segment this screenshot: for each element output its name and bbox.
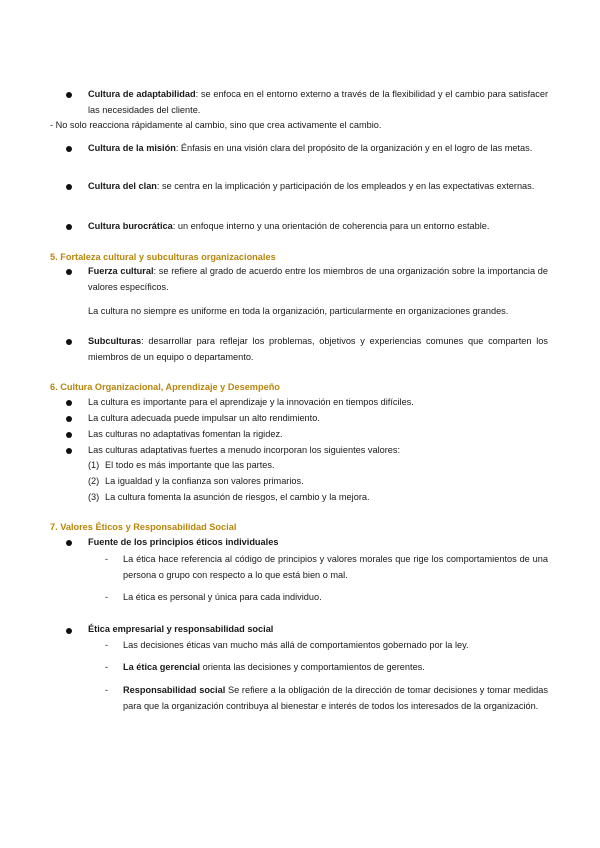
etica-heading: Ética empresarial y responsabilidad social — [88, 624, 274, 634]
item-label: Cultura de la misión — [88, 143, 176, 153]
bullet-icon — [66, 416, 72, 422]
dash-marker: - — [105, 685, 109, 695]
list-item: La cultura adecuada puede impulsar un alto rendimiento. — [88, 413, 320, 423]
item-label: Cultura burocrática — [88, 221, 173, 231]
bullet-icon — [66, 628, 72, 634]
section-7-heading: 7. Valores Éticos y Responsabilidad Social — [50, 522, 237, 532]
item-text: Se refiere a la obligación de la dirección de tomar decisiones y tomar medidas para que la organización contribuya al bienestar e interés de todos los interesados de la organización. — [123, 685, 548, 711]
bullet-icon — [66, 146, 72, 152]
list-number: (2) — [88, 476, 100, 486]
dash-item: Las decisiones éticas van mucho más allá de comportamientos gobernado por la ley. — [123, 640, 469, 650]
list-item-clan — [88, 179, 548, 195]
item-label: Cultura del clan — [88, 181, 157, 191]
item-text: orienta las decisiones y comportamientos de gerentes. — [200, 662, 425, 672]
list-item: La cultura es importante para el aprendizaje y la innovación en tiempos difíciles. — [88, 397, 414, 407]
list-number: (3) — [88, 492, 100, 502]
numbered-item: La cultura fomenta la asunción de riesgos, el cambio y la mejora. — [105, 492, 370, 502]
bullet-icon — [66, 269, 72, 275]
dash-item — [123, 683, 548, 714]
dash-marker: - — [105, 554, 109, 564]
item-text: : desarrollar para reflejar los problemas, objetivos y experiencias comunes que comparten los miembros de un equipo o departamento. — [88, 336, 548, 362]
fuente-heading: Fuente de los principios éticos individuales — [88, 537, 279, 547]
bullet-icon — [66, 448, 72, 454]
dash-item: La ética hace referencia al código de principios y valores morales que rige los comportamientos de una persona o grupo con respecto a lo que está bien o mal. — [123, 554, 548, 580]
dash-marker: - — [105, 592, 109, 602]
bullet-icon — [66, 184, 72, 190]
list-item-fuerza — [88, 264, 548, 295]
item-label: La ética gerencial — [123, 662, 201, 672]
numbered-item: El todo es más importante que las partes. — [105, 460, 275, 470]
item-text: : se enfoca en el entorno externo a través de la flexibilidad y el cambio para satisfacer las necesidades del cliente. — [88, 89, 548, 115]
list-item-mision — [88, 141, 548, 157]
list-item: Las culturas no adaptativas fomentan la rigidez. — [88, 429, 283, 439]
dash-marker: - — [105, 640, 109, 650]
bullet-icon — [66, 400, 72, 406]
list-item: Las culturas adaptativas fuertes a menudo incorporan los siguientes valores: — [88, 445, 401, 455]
dash-marker: - — [105, 662, 109, 672]
item-text: : Énfasis en una visión clara del propósito de la organización y en el logro de las metas. — [175, 143, 533, 153]
note-line: - No solo reacciona rápidamente al cambio, sino que crea activamente el cambio. — [50, 120, 382, 130]
dash-item — [123, 660, 548, 676]
section-5-heading: 5. Fortaleza cultural y subculturas organizacionales — [50, 252, 276, 262]
bullet-icon — [66, 224, 72, 230]
item-label: Subculturas — [88, 336, 142, 346]
item-text: : se refiere al grado de acuerdo entre los miembros de una organización sobre la importancia de valores específicos. — [88, 266, 548, 292]
fuerza-paragraph: La cultura no siempre es uniforme en toda la organización, particularmente en organizaciones grandes. — [88, 306, 509, 316]
item-label: Cultura de adaptabilidad — [88, 89, 196, 99]
list-item-burocratica — [88, 219, 548, 235]
item-label: Responsabilidad social — [123, 685, 226, 695]
list-item-subculturas — [88, 334, 548, 365]
bullet-icon — [66, 540, 72, 546]
item-text: : se centra en la implicación y participación de los empleados y en las expectativas externas. — [156, 181, 535, 191]
list-number: (1) — [88, 460, 100, 470]
item-label: Fuerza cultural — [88, 266, 154, 276]
dash-item: La ética es personal y única para cada individuo. — [123, 592, 322, 602]
item-text: : un enfoque interno y una orientación de coherencia para un entorno estable. — [172, 221, 490, 231]
bullet-icon — [66, 339, 72, 345]
list-item-adaptabilidad — [88, 87, 548, 118]
bullet-icon — [66, 92, 72, 98]
section-6-heading: 6. Cultura Organizacional, Aprendizaje y Desempeño — [50, 382, 280, 392]
numbered-item: La igualdad y la confianza son valores primarios. — [105, 476, 304, 486]
bullet-icon — [66, 432, 72, 438]
